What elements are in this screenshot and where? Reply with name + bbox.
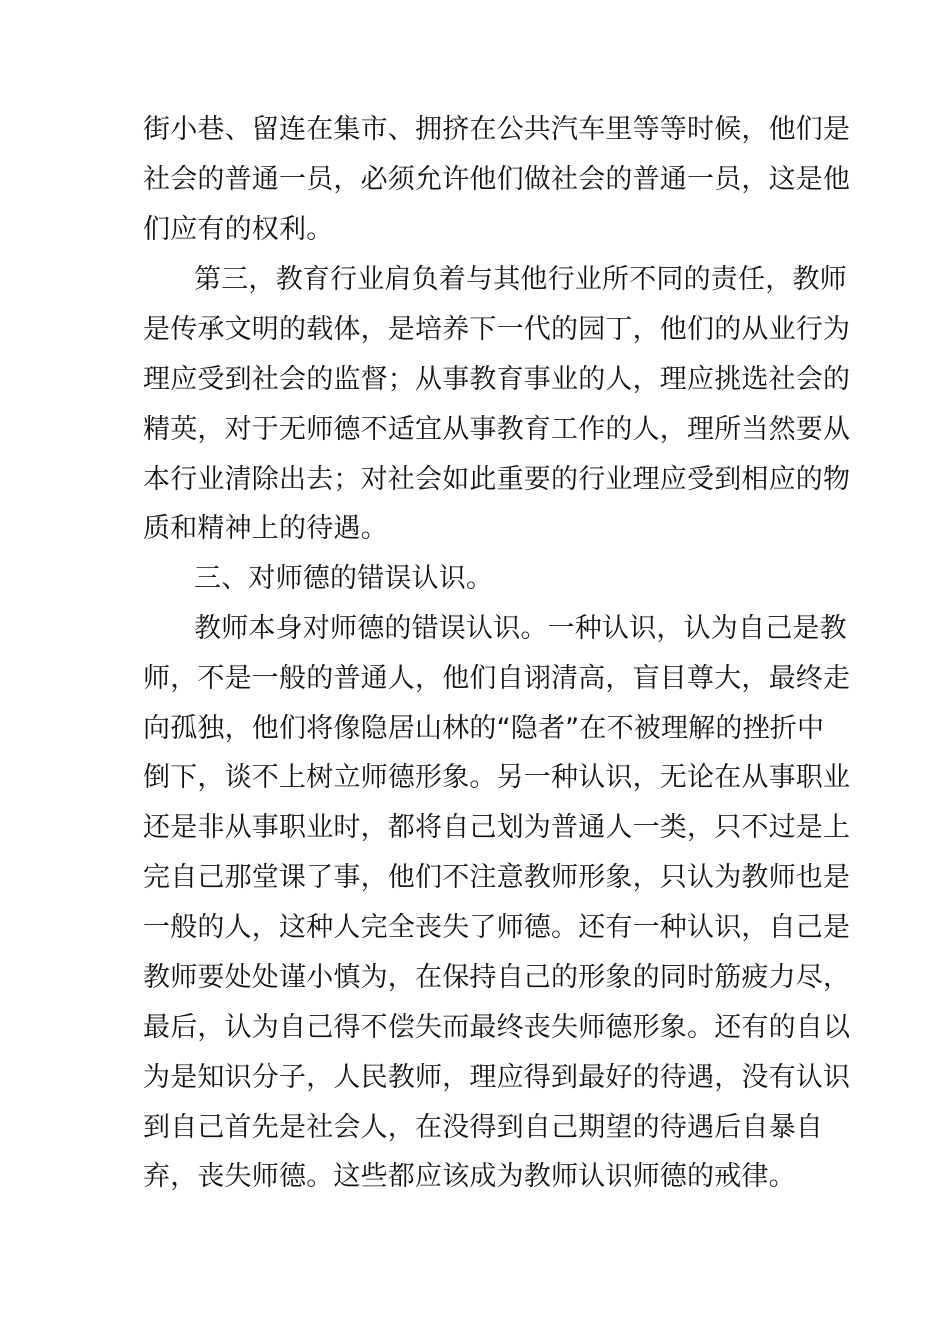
text-line: 还是非从事职业时，都将自己划为普通人一类，只不过是上 (143, 812, 851, 843)
text-line: 街小巷、留连在集市、拥挤在公共汽车里等等时候，他们是 (143, 114, 851, 145)
text-line: 倒下，谈不上树立师德形象。另一种认识，无论在从事职业 (143, 762, 851, 793)
text-line: 最后，认为自己得不偿失而最终丧失师德形象。还有的自以 (143, 1012, 851, 1043)
text-line: 教师要处处谨小慎为，在保持自己的形象的同时筋疲力尽， (143, 962, 851, 993)
section-heading: 三、对师德的错误认识。 (194, 563, 494, 594)
text-line: 理应受到社会的监督；从事教育事业的人，理应挑选社会的 (143, 364, 851, 395)
text-line: 师，不是一般的普通人，他们自诩清高，盲目尊大，最终走 (143, 663, 851, 694)
text-line: 们应有的权利。 (143, 214, 334, 245)
text-line: 社会的普通一员，必须允许他们做社会的普通一员，这是他 (143, 164, 851, 195)
text-line: 为是知识分子，人民教师，理应得到最好的待遇，没有认识 (143, 1062, 851, 1093)
paragraph-start-line: 第三，教育行业肩负着与其他行业所不同的责任，教师 (194, 264, 847, 295)
text-line: 质和精神上的待遇。 (143, 513, 388, 544)
text-line: 是传承文明的载体，是培养下一代的园丁，他们的从业行为 (143, 314, 851, 345)
text-line: 精英，对于无师德不适宜从事教育工作的人，理所当然要从 (143, 414, 851, 445)
paragraph-start-line: 教师本身对师德的错误认识。一种认识，认为自己是教 (194, 613, 847, 644)
text-line: 弃，丧失师德。这些都应该成为教师认识师德的戒律。 (143, 1161, 796, 1192)
text-line: 向孤独，他们将像隐居山林的“隐者”在不被理解的挫折中 (143, 713, 825, 744)
text-line: 一般的人，这种人完全丧失了师德。还有一种认识，自己是 (143, 912, 851, 943)
text-line: 本行业清除出去；对社会如此重要的行业理应受到相应的物 (143, 464, 851, 495)
text-line: 到自己首先是社会人，在没得到自己期望的待遇后自暴自 (143, 1112, 823, 1143)
text-line: 完自己那堂课了事，他们不注意教师形象，只认为教师也是 (143, 862, 851, 893)
